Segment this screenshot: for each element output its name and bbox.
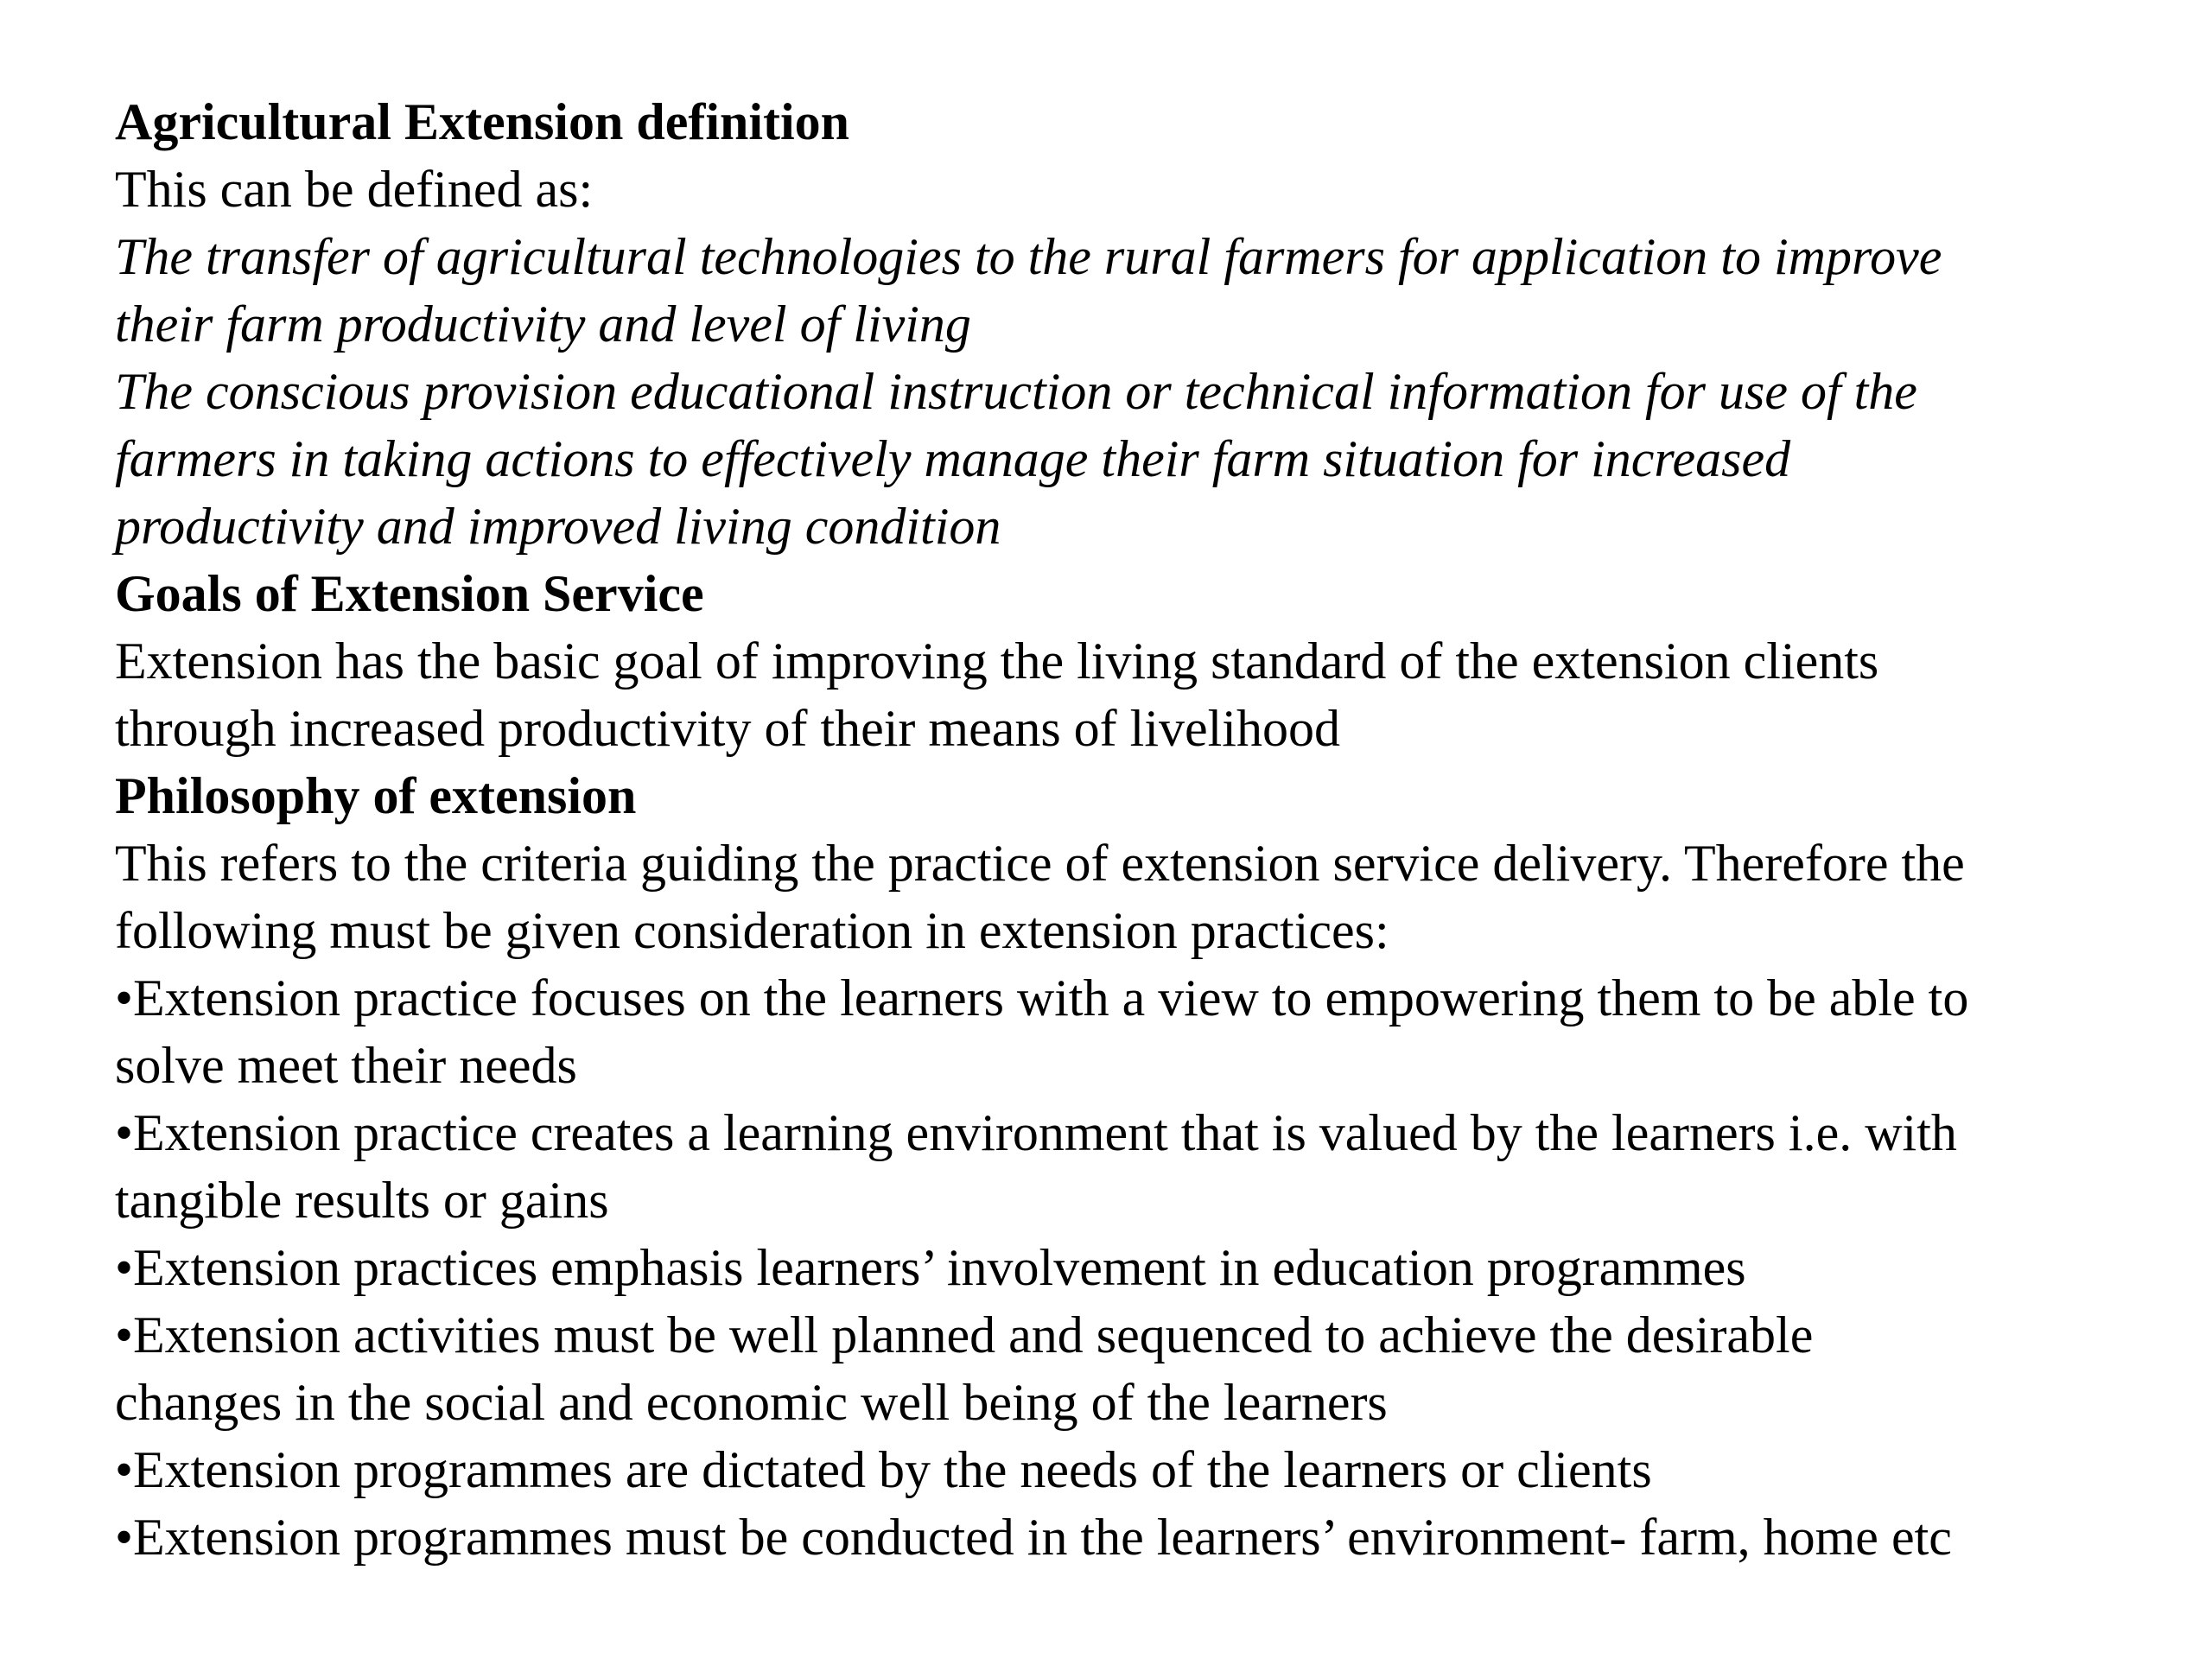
philosophy-intro-line: following must be given consideration in extension practices: — [115, 902, 1389, 959]
philosophy-intro-line: This refers to the criteria guiding the practice of extension service delivery. Therefore the — [115, 835, 1965, 892]
definition-1-line: The transfer of agricultural technologies to the rural farmers for application to improve — [115, 228, 1942, 285]
definition-2-line: The conscious provision educational instruction or technical information for use of the — [115, 363, 1917, 420]
goals-body-line: Extension has the basic goal of improving the living standard of the extension clients — [115, 632, 1879, 690]
bullet-line: changes in the social and economic well being of the learners — [115, 1374, 1388, 1431]
bullet-line: •Extension activities must be well planned and sequenced to achieve the desirable — [115, 1306, 1814, 1363]
definition-intro: This can be defined as: — [115, 161, 594, 218]
bullet-line: •Extension practice focuses on the learners with a view to empowering them to be able to — [115, 969, 1969, 1027]
bullet-line: tangible results or gains — [115, 1172, 609, 1229]
definition-2-line: productivity and improved living condition — [115, 498, 1001, 555]
bullet-line: •Extension programmes are dictated by the needs of the learners or clients — [115, 1441, 1652, 1498]
definition-2-line: farmers in taking actions to effectively manage their farm situation for increased — [115, 430, 1791, 487]
document-body — [115, 88, 2154, 1571]
bullet-line: •Extension practices emphasis learners’ involvement in education programmes — [115, 1239, 1746, 1296]
section-heading-goals: Goals of Extension Service — [115, 565, 704, 622]
section-heading-philosophy: Philosophy of extension — [115, 767, 637, 824]
definition-1-line: their farm productivity and level of living — [115, 296, 971, 353]
bullet-line: •Extension practice creates a learning environment that is valued by the learners i.e. with — [115, 1104, 1957, 1161]
bullet-line: solve meet their needs — [115, 1037, 577, 1094]
goals-body-line: through increased productivity of their means of livelihood — [115, 700, 1340, 757]
bullet-line: •Extension programmes must be conducted in the learners’ environment- farm, home etc — [115, 1509, 1952, 1566]
section-heading-definition: Agricultural Extension definition — [115, 93, 850, 150]
